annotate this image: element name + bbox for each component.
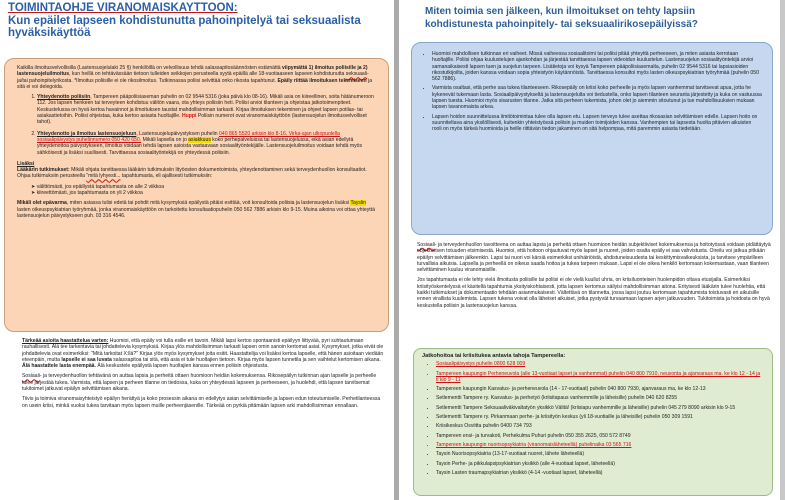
instructions-box [4,58,389,332]
info-item: • Lapsen hoidon suunnittelussa ilmitötoimintaa tulee olla lapsen etu. Lapsen terveys tulee asettaa rikosasian selvittämisen edelle. Lapsen hoito on suunniteltava aina yksilöllisesti, kuitenkin yhteistyössä poliisin ja muiden toimijoiden kanssa. Vanhempien tai lapsesta huolta pitävien aikuisten rooli on myös tärkeä huomioida ja heille riittävän tiedon jakaminen on sitä helpompaa, mitä paremmin asiasta tiedetään. [432,114,762,133]
bullet-immediate: ➤ välittömästi, jos epäillystä tapahtumasta on alle 2 viikkoa [31,183,165,190]
info-box [411,42,773,235]
contacts-list [422,361,764,476]
left-title [8,2,388,40]
unclear-paragraph: Mikäli olet epävarma, miten asiassa tulisi edetä tai pohdit mitä kysymyksiä epäilystä pitäisi esittää, voit konsultoida poliisia ja lastensuojelun lisäksi Tayslin lasten oikeuspsykiatrian työryhmää, jonka viranomaiskäyttöön on tarkoitettu konsultaatiopuhelin 050 562 7886 arkisin klo 9-15. Muina aikoina voi ottaa yhteyttä lastensuojelun päivystykseen puh. 03 316 4546. [17,200,375,219]
info-item: • Huomioi mahdollisen tutkinnan eri vaiheet. Missä vaiheessa sosiaalitoimi tai poliisi pitää yhteyttä perheeseen, ja miten asiasta kerrotaan huoltajille. Poliisi ohjaa kuulustelujen ajankohdan ja järjestää tarvittaessa lapsen videoidun kuulustelun. Lastensuojelun sosiaalityöntekijä arvioi samanaikaisesti lapsen tuen ja suojelun tarpeen. Lisätietoja voi kysyä Tampereen pääpoliisiasemalta, puhelin 02 9544 5316 tai lapsiasioiden rikostutkijoilta, joiden kanssa voidaan sopia yhteistyön käytännöistä. Tarvittaessa konsultoi myös lasten oikeuspsykiatrian työryhmää (puhelin 050 562 7886). [432,51,762,82]
contact-item: • Tampereen kaupungin Perheneuvola (alle 13-vuotiaat lapset ja vanhemmat) puhelin 040 800 7910, neuvonta ja ajanvaraus ma. ke klo 12 - 14 ja ti klo 9 - 11 [436,371,764,384]
step-police: 1. Yhteydenotto poliisiin, Tampereen pääpoliisiaseman puhelin on 02 9544 5316 (joka päivä klo 08-16). Mikäli asia on kiireellinen, soita hätänumeroon 112. Jos lapsen henkeen tai terveyteen kohdistuu välitön vaara, ota yhteys poliisiin heti. Poliisi arvioi tilanteen ja ohjeistaa jatkotoimenpiteet. Keskustelussa on hyvä kertoa havainnot ja ilmoituksen taustat mahdollisimman tarkasti. Kirjaa ilmoituksen tekeminen ja ohjeet lapsen potilas- tai asiakastietoihin. Poliisi ohjeistaa, kuka kertoo asiasta huoltajille. Huppi Poliisin numerot ovat viranomaiskäyttöön (lastensuojelun ilmoitusvelvolliset tahot). [37,94,376,125]
contact-item: • Setlementti Tampere ry. Pirkanmaan perhe- ja kriisityön keskus (yli 18-vuotiaille ja läheisille) puhelin 050 309 1591 [436,414,764,420]
closing-paragraph: Tiivis ja toimiva viranomaisyhteistyö epäilyn herättyä ja koko prosessin aikana on edellytys asian selvittämiselle ja lapsen edun toteutumiselle. Perhetilanteessa on usein kriisi, minkä vuoksi tukea tarvitaan myös lapsen muille perheenjäsenille. Tärkeää on pyrkiä pitämään lapsen arki mahdollisimman ennallaan. [22,396,381,409]
extra-heading: Lisäksi [17,160,35,167]
left-title-line2: Kun epäilet lapseen kohdistunutta pahoinpitelyä tai seksuaalista hyväksikäyttöä [8,14,361,39]
interview-paragraph: Tärkeää asioita haastattelua varten: Huomioi, että epäily voi tulla esille eri tavoin. Mikäli lapsi kertoo spontaanisti epäilyyn liittyvää, pyri suhtautumaan rauhallisesti. Älä tee tarkentavia tai johdattelevia kysymyksiä. Kirjaa ylös mahdollisimman tarkasti lapsen omin sanoin kertomat asiat. Kysymykset, jotka eivät ole johdattelevia ovat esimerkiksi: "Mitä tarkoitat X:llä?" Kirjaa ylös myös kysymykset joita esitit. Haastattelija voi lisäksi kertoa lapselle, että hänen asioitaan viedään eteenpäin, mutta lapselle ei saa luvata salassapitoa tai sitä, että asia ei tule huoltajien tietoon. Kirjaa myös lapsen tunnetila ja sen vaihtelut kertomisen aikana. Älä haastattele lasta enempää. Älä keskustele epäilystä lapsen huoltajien kanssa ennen poliisin ohjeistusta. [22,338,384,370]
right-page [399,0,785,500]
contact-item: • Kriisikeskus Osviitta puhelin 0400 734 793 [436,423,764,429]
support-paragraph: Sosiaali- ja terveydenhuollon tehtävänä on auttaa lapsia ja perheitä ottaen huomioon heidän kokemuksensa. Rikosepäilyn tutkinnan ajan lapselle ja perheelle tulee järjestää tukea. Varmista, että lapsen ja perheen tilanne on tiedossa, kuka on yhteydessä lapseen ja perheeseen, ja huolehdi, että lapsen tarvitsemat tukitoimet jatkuvat epäilyn selvittämisen aikana. [22,373,377,393]
contact-item: • Setlementti Tampere Seksuaaliväkivaltatyön yksikkö Välitä! (kriisiapu vanhemmille ja läheisille) puhelin 045 279 8090 arkisin klo 9-15 [436,405,764,411]
bullet-nonurgent: ➤ kiireettömästi, jos tapahtumasta on yli 2 viikkoa [31,190,143,197]
contacts-title: Jatkohoitoa tai kriisitukea antavia tahoja Tampereella: [422,353,566,359]
step-child-welfare: 2. Yhteydenotto ja ilmoitus lastensuojeluun, Lastensuojelupäivystyksen puhelin 040 865 5520 arkisin klo 8-16. Virka-ajan ulkopuolella sosiaalipäivystys puhelinnumero 050 420 650. Mikäli lapsella on jo asiakkuus koko perhepalveluissa tai lastensuojelussa, eikä asian edellytä yhteydenottoa päivystykseen, ilmoitus voidaan tehdä lapsen asioista vastaavaan sosiaalityöntekijälle. Lastensuojeluilmoitus voidaan tehdä myös sähköisesti ja lisäksi suullisesti. Tarvittaessa sosiaalityöntekijä on yhteydessä poliisiin. [37,131,376,156]
contact-item: • Taysin Perhe- ja pikkulapsipsykiatrian yksikkö (alle 4-vuotiaat lapset, läheteellä) [436,461,764,467]
contact-item: • Tampereen kaupungin Kasvatus- ja perheneuvola (14 - 17-vuotiaat) puhelin 040 800 7930, ajanvaraus ma, ke klo 12-13 [436,386,764,392]
right-body [417,242,773,346]
contacts-box [413,348,773,496]
crisis-paragraph: Jos tapahtumasta ei ole tehty vielä ilmoitusta poliisille tai poliisi ei ole vielä kuullut uhria, on kriisiluonteisen huolenpidon oltava etusijalla. Esimerkiksi kriisityöskentelyssä ei käsitellä tapahtumia yksityiskohtaisesti, jotta lapsen kertomus säilyisi mahdollisimman aitona. Erityisesti lääkärin tulee huolehtia, että kaikki tutkimukset ja dokumentaatio tehdään asianmukaisesti. Vältettävä on tilannetta, jossa lapsi joutuu kertomaan tapahtumista toistuvasti eri aikuisille ennen virallista kuulemista. Lapsen tukena voivat olla läheiset aikuiset, jotka pystyvät turvaamaan lapsen arjen jatkuvuuden. Tukitoimista ja hoidosta on hyvä keskustella poliisin ja lastensuojelun kanssa. [417,277,770,309]
right-title: Miten toimia sen jälkeen, kun ilmoitukset on tehty lapsiin kohdistunesta pahoinpitely- tai seksuaalirikosepäilyissä? [425,6,698,30]
consult-paragraph: Lääkärin tutkimukset: Mikäli ohjata tarvittaessa lääkärin tutkimuksiin lityöosten dokumentoimista, yhteydenottaminen sekä terveydenhuollon konsultaatiot. Ohjaa tutkimuksiin perusteella "mitä lyhyesti... tapahtumasta, eli ajallisesti tutkimuksiin: [17,167,367,180]
left-title-line1: TOIMINTAOHJE VIRANOMAISKAYTTOON: [8,2,238,14]
intro-paragraph: Kaikilla ilmoitusvelvollisilla (Lastensuojelulaki 25 §) henkilöillä on velvollisuus tehdä salassapitosäännösten estämättä viipymättä 1) ilmoitus poliisille ja 2) lastensuojeluilmoitus, kun heillä on tehtävässään tietoon tulleiden seikkojen perusteella syytä epäillä alle 18-vuotiaaseen lapseen kohdistunutta seksuaali- ja/tai pahoinpitelyrikosta. *Ilmoitus poliisille ei ole rikosilmoitus. Tutkinnassa poliisi selvittää onko rikosta tapahtunut. Epäily riittää ilmoituksen tekemiseen ja sitä ei voi delegoida. [17,65,373,90]
info-list [420,51,762,133]
contact-item: • Taysin Nuorisopsykiatria (13-17-vuotiaat nuoret, lähete läheteellä) [436,451,764,457]
vertical-scrollbar[interactable] [780,0,785,500]
contact-item: • Sosiaalipäivystys puhelin 0800 628 009 [436,361,764,367]
steps-list [17,94,376,156]
practical-notes [22,338,384,496]
contact-item: • Tampereen ensi- ja turvakoti, Perhekulma Puhuri puhelin 050 355 2625, 050 572 8749 [436,433,764,439]
care-paragraph: Sosiaali- ja terveydenhuollon tavoitteena on auttaa lapsia ja perheitä ottaen huomioon heidän subjektiiviset kokemuksensa ja hoitotyössä voidaan pidättäytyä objektiivisen totuuden etsimisestä. Huomioi, että hoitoon ohjautuvat myös lapset ja nuoret, joiden osalta epäily ei saa vahvistusta. Oireilu voi jatkua pitkään epäilyn selvittämisen jälkeenkin. Lapsi tai nuori voi kärsiä esimerkiksi unihäiriöistä, ahdistuneisuudesta tai keskittymisvaikeuksista, ja tarvitsee ympärilleen turvallisia aikuisia. Lapsella ja perheellä on oikeus saada hoitoa ja tukea tarpeen mukaan. Lapsi ei ole oikea henkilö kertomaan kokemastaan, vaan tilanteen selvittäminen kuuluu viranomaisille. [417,242,771,274]
contact-item: • Taysin Lasten traumapsykiatrian yksikkö (4-14 -vuotiaat lapset, läheteellä) [436,470,764,476]
contact-item: • Setlementti Tampere ry. Kasvatus- ja perhetyö (kriisitapaus vanhemmille ja läheisille) puhelin 040 620 8255 [436,395,764,401]
contact-item: • Tampereen kaupungin nuorisopsykiatria (viranomaisläheteellä) puhelinaika 03 565 716 [436,442,764,448]
info-item: • Varmista osaltasi, että perhe saa tukea tilanteeseen. Rikosepäily on kriisi koko perheelle ja myös lapsen vanhemmat tarvitsevat apua, jotta he kykenevät tukemaan lasta. Sosiaalipäivystykseltä ja lastensuojelulta voi tiedustella, onko lapsen tilanteen seuranta järjestetty ja kuka on vastuussa lapsen tuesta. Huomioi myös sisarusten tilanne. Jatka sitä perheen tukemista, johon olet jo aiemmin sitoutunut ja tue mahdollisuuksien mukaan lapsen tavanomaista arkea. [432,85,762,110]
